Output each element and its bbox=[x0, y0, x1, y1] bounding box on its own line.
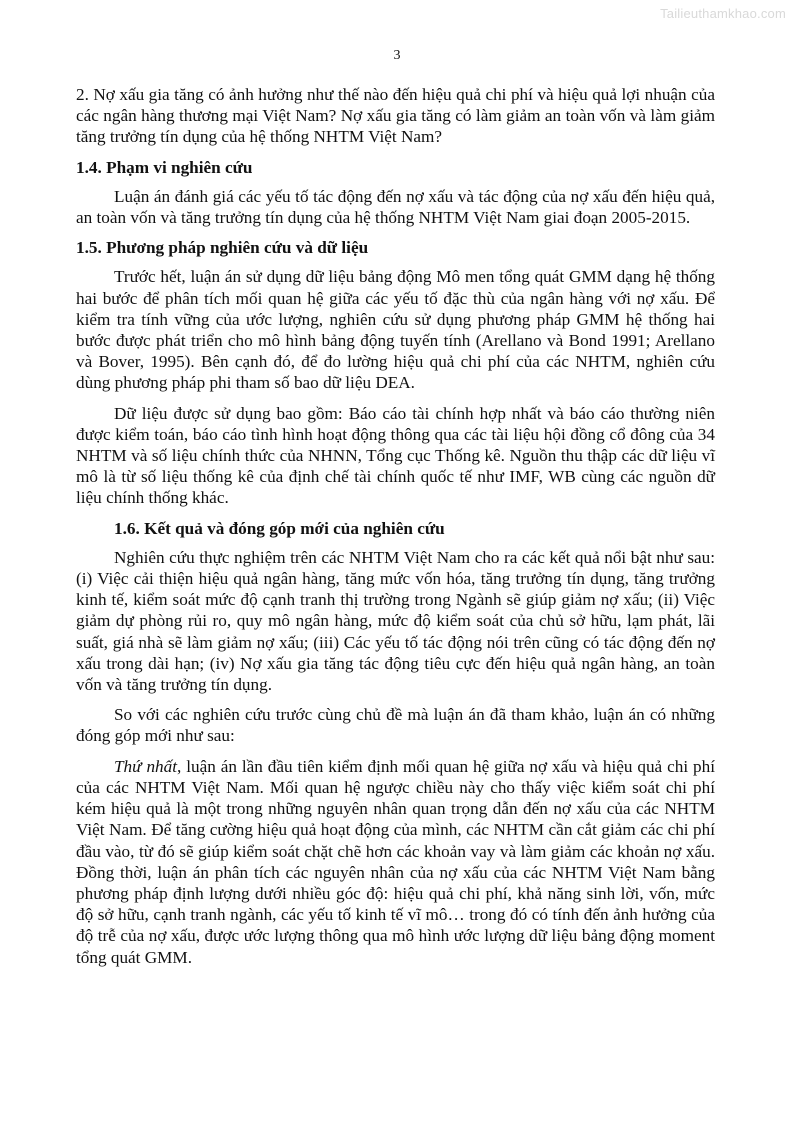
section-1-6-paragraph-1: Nghiên cứu thực nghiệm trên các NHTM Việt Nam cho ra các kết quả nổi bật như sau: (i) Việc cải thiện hiệu quả ngân hàng, tăng mức vốn hóa, tăng trưởng tín dụng, tăng trưởng kinh tế, kiểm soát mức độ cạnh tranh thị trường trong Ngành sẽ giúp giảm nợ xấu; (ii) Việc giảm dự phòng rủi ro, quy mô ngân hàng, mức độ kiểm soát của chủ sở hữu, lạm phát, lãi suất, giá nhà sẽ làm giảm nợ xấu; (iii) Các yếu tố tác động nói trên cũng có tác động đến nợ xấu trong dài hạn; (iv) Nợ xấu gia tăng tác động tiêu cực đến hiệu quả ngân hàng, an toàn vốn và tăng trưởng tín dụng. bbox=[76, 547, 715, 695]
page-number: 3 bbox=[393, 48, 401, 63]
paragraph-3-body: , luận án lần đầu tiên kiểm định mối quan hệ giữa nợ xấu và hiệu quả chi phí của các NHTM Việt Nam. Mối quan hệ ngược chiều này cho thấy việc kiểm soát chi phí kém hiệu quả là một trong những nguyên nhân quan trọng dẫn đến nợ xấu của các NHTM Việt Nam. Để tăng cường hiệu quả hoạt động của mình, các NHTM cần cắt giảm các chi phí đầu vào, từ đó sẽ giúp kiểm soát chặt chẽ hơn các khoản vay và làm giảm các khoản nợ xấu. Đồng thời, luận án phân tích các nguyên nhân của nợ xấu của các NHTM Việt Nam bằng phương pháp định lượng dưới nhiều góc độ: hiệu quả chi phí, khả năng sinh lời, vốn, mức độ sở hữu, cạnh tranh ngành, các yếu tố kinh tế vĩ mô… trong đó có tính đến ảnh hưởng của độ trễ của nợ xấu, được ước lượng thông qua mô hình ước lượng dữ liệu bảng động moment tổng quát GMM. bbox=[76, 756, 715, 967]
section-1-5-paragraph-1: Trước hết, luận án sử dụng dữ liệu bảng động Mô men tổng quát GMM dạng hệ thống hai bước để phân tích mối quan hệ giữa các yếu tố đặc thù của ngân hàng với nợ xấu. Để kiểm tra tính vững của ước lượng, nghiên cứu sử dụng phương pháp GMM hệ thống hai bước được phát triển cho mô hình bảng động tuyến tính (Arellano và Bond 1991; Arellano và Bover, 1995). Bên cạnh đó, để đo lường hiệu quả chi phí của các NHTM, nghiên cứu dùng phương pháp phi tham số bao dữ liệu DEA. bbox=[76, 267, 715, 393]
document-body bbox=[76, 84, 715, 968]
section-heading-1-5: 1.5. Phương pháp nghiên cứu và dữ liệu bbox=[76, 238, 369, 258]
section-1-5-paragraph-2: Dữ liệu được sử dụng bao gồm: Báo cáo tài chính hợp nhất và báo cáo thường niên được kiểm toán, báo cáo tình hình hoạt động thông qua các tài liệu hội đồng cổ đông của 34 NHTM và số liệu chính thức của NHNN, Tổng cục Thống kê. Nguồn thu thập các dữ liệu vĩ mô là từ số liệu thống kê của định chế tài chính quốc tế như IMF, WB cùng các nguồn dữ liệu chính thống khác. bbox=[76, 403, 715, 508]
section-1-6-paragraph-2: So với các nghiên cứu trước cùng chủ đề mà luận án đã tham khảo, luận án có những đóng góp mới như sau: bbox=[76, 705, 715, 746]
watermark: Tailieuthamkhao.com bbox=[660, 6, 786, 21]
research-question-2: 2. Nợ xấu gia tăng có ảnh hưởng như thế nào đến hiệu quả chi phí và hiệu quả lợi nhuận của các ngân hàng thương mại Việt Nam? Nợ xấu gia tăng có làm giảm an toàn vốn và làm giảm tăng trưởng tín dụng của hệ thống NHTM Việt Nam? bbox=[76, 85, 715, 147]
section-1-6-paragraph-3 bbox=[76, 756, 715, 968]
paragraph-lead-emphasis: Thứ nhất bbox=[114, 756, 178, 776]
section-heading-1-6: 1.6. Kết quả và đóng góp mới của nghiên cứu bbox=[114, 518, 445, 538]
section-heading-1-4: 1.4. Phạm vi nghiên cứu bbox=[76, 157, 253, 177]
section-1-4-paragraph: Luận án đánh giá các yếu tố tác động đến nợ xấu và tác động của nợ xấu đến hiệu quả, an toàn vốn và tăng trưởng tín dụng của hệ thống NHTM Việt Nam giai đoạn 2005-2015. bbox=[76, 186, 715, 228]
